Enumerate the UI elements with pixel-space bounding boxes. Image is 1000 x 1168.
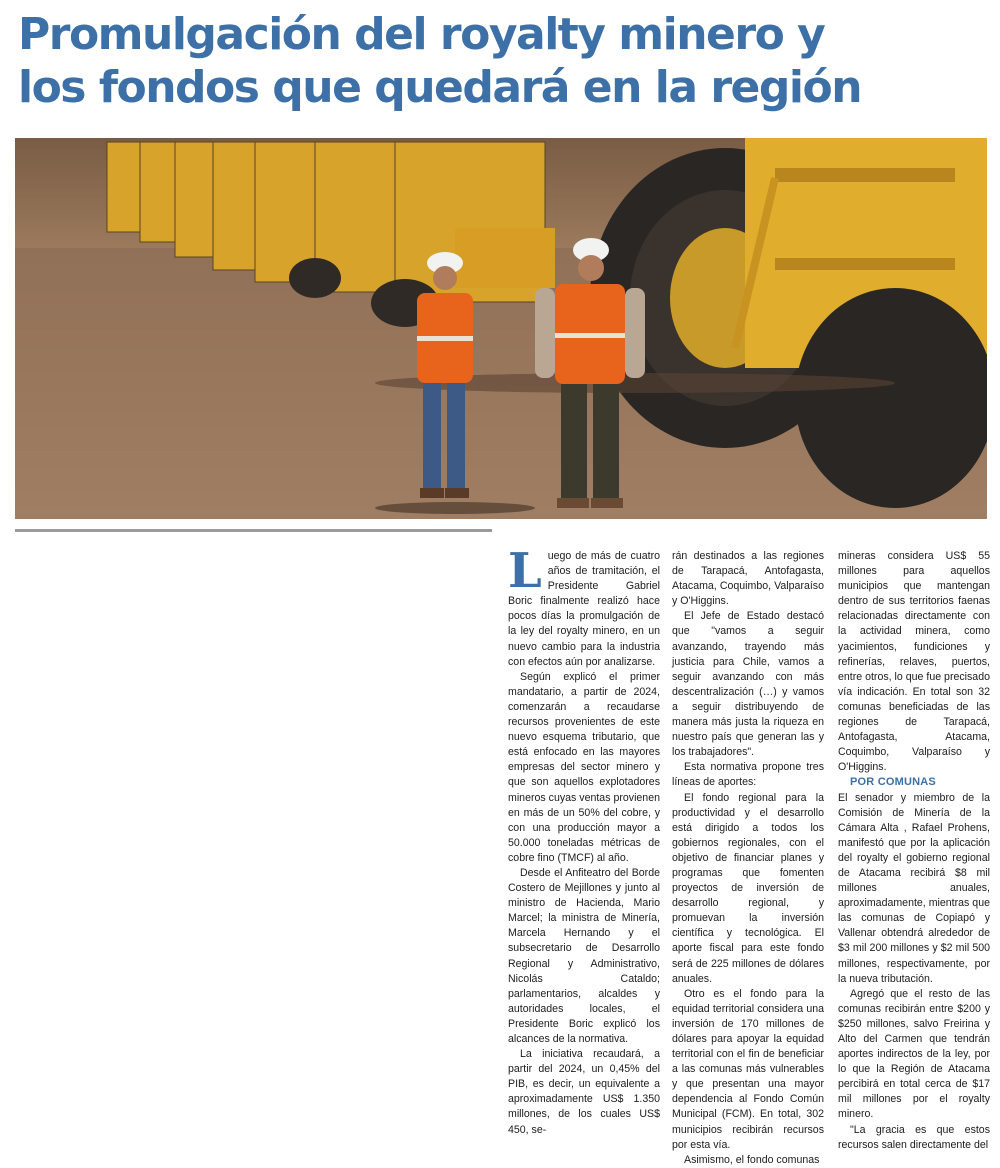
paragraph: Desde el Anfiteatro del Borde Costero de Mejillones y junto al ministro de Hacienda, Mario Marcel; la ministra de Minería, Marcela Hernando y el subsecretario de Desarrollo Regional y Administrativo, Nicolás Cataldo; parlamentarios, alcaldes y autoridades locales, el Presidente Boric explicó los alcances de la normativa. bbox=[508, 866, 660, 1045]
headline-line-1: Promulgación del royalty minero y bbox=[18, 9, 825, 60]
paragraph-continued: mineras considera US$ 55 millones para aquellos municipios que mantengan dentro de sus territorios faenas relacionadas directamente con la actividad minera, como yacimientos, fundiciones y refinerías, relaves, puertos, entre otros, lo que fue precisado vía indicación. En total son 32 comunas beneficiadas de las regiones de Tarapacá, Antofagasta, Atacama, Coquimbo, Valparaíso y O'Higgins. bbox=[838, 550, 990, 774]
paragraph: "La gracia es que estos recursos salen directamente del bbox=[838, 1123, 990, 1151]
headline-line-2: los fondos que quedará en la región bbox=[18, 62, 862, 113]
subheading: POR COMUNAS bbox=[850, 776, 936, 789]
paragraph: Otro es el fondo para la equidad territorial considera una inversión de 170 millones de dólares para apoyar la equidad territorial con el fin de beneficiar a las comunas más vulnerables y que presentan una mayor dependencia al Fondo Común Municipal (FCM). En total, 302 municipios recibirán recursos por esta vía. bbox=[672, 987, 824, 1151]
paragraph: Según explicó el primer mandatario, a partir de 2024, comenzarán a recaudarse recursos provenientes de este nuevo esquema tributario, que está enfocado en las mayores empresas del sector minero y que son aquellos explotadores mineros cuyas ventas provienen en más de un 50% del cobre, y con una producción mayor a 50.000 toneladas métricas de cobre fino (TMCF) al año. bbox=[508, 670, 660, 864]
paragraph: Agregó que el resto de las comunas recibirán entre $200 y $250 millones, salvo Freirina y Alto del Carmen que tendrán aportes indirectos de la ley, por lo que la Región de Atacama percibirá en total cerca de $17 mil millones por el royalty minero. bbox=[838, 987, 990, 1121]
mining-trucks-photo bbox=[15, 138, 987, 519]
drop-cap: L bbox=[508, 543, 542, 599]
headline bbox=[18, 8, 978, 114]
photo-illustration bbox=[15, 138, 987, 519]
paragraph-continued: rán destinados a las regiones de Tarapacá, Antofagasta, Atacama, Coquimbo, Valparaíso y O'Higgins. bbox=[672, 550, 824, 608]
paragraph: El Jefe de Estado destacó que "vamos a seguir avanzando, trayendo más justicia para Chile, vamos a seguir avanzando con más descentralización (…) y vamos a seguir distribuyendo de manera más justa la riqueza en nuestro país que generan las y los trabajadores". bbox=[672, 610, 824, 759]
paragraph: El fondo regional para la productividad y el desarrollo está dirigido a todos los gobiernos regionales, con el objetivo de financiar planes y programas que fomenten proyectos de inversión de desarrollo regional, y promuevan la inversión científica y tecnológica. El aporte fiscal para este fondo será de 225 millones de dólares anuales. bbox=[672, 791, 824, 985]
paragraph: Asimismo, el fondo comunas bbox=[684, 1153, 820, 1166]
paragraph: La iniciativa recaudará, a partir del 2024, un 0,45% del PIB, es decir, un equivalente a aproximadamente US$ 1.350 millones, de los cuales US$ 450, se- bbox=[508, 1048, 660, 1136]
article-column-3 bbox=[838, 549, 990, 1153]
paragraph: Esta normativa propone tres líneas de aportes: bbox=[672, 761, 824, 789]
article-column-2 bbox=[672, 549, 824, 1168]
lead-paragraph bbox=[508, 543, 660, 670]
section-divider bbox=[15, 529, 492, 532]
paragraph: El senador y miembro de la Comisión de Minería de la Cámara Alta , Rafael Prohens, manifestó que por la aplicación del royalty el gobierno regional de Atacama recibirá $8 mil millones anuales, aproximadamente, mientras que las comunas de Copiapó y Vallenar obtendrá alrededor de $3 mil 200 millones y $2 mil 500 millones, respectivamente, por la nueva tributación. bbox=[838, 791, 990, 985]
lead-text: uego de más de cuatro años de tramitación, el Presidente Gabriel Boric finalmente realizó hace pocos días la promulgación de la ley del royalty minero, en un nuevo cambio para la industria con efectos aún por analizarse. bbox=[508, 550, 660, 668]
article-column-1 bbox=[508, 543, 660, 1138]
